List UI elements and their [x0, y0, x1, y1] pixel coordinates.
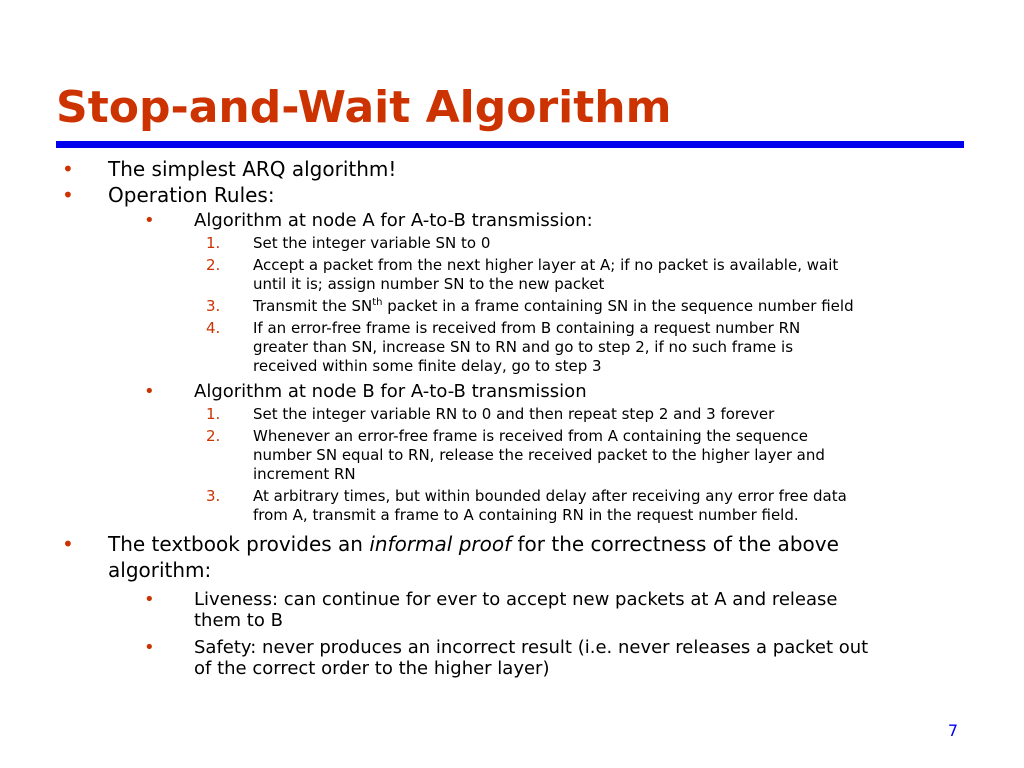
- step-text-line: At arbitrary times, but within bounded delay after receiving any error free data: [253, 487, 847, 505]
- bullet-marker: •: [62, 532, 74, 556]
- subbullet-text: Algorithm at node A for A-to-B transmission:: [194, 210, 593, 231]
- step-number: 3.: [206, 487, 221, 505]
- slide-title: Stop-and-Wait Algorithm: [56, 82, 672, 133]
- step-number: 3.: [206, 297, 221, 315]
- bullet-text: The simplest ARQ algorithm!: [108, 157, 397, 181]
- subbullet-node-b: [0, 381, 1024, 402]
- bullet-simplest-arq: [0, 156, 1024, 182]
- bullet-textbook-proof: [0, 531, 1024, 583]
- node-a-step-1: [0, 234, 1024, 253]
- bullet-text-line: algorithm:: [108, 558, 212, 582]
- step-number: 1.: [206, 234, 221, 252]
- step-number: 2.: [206, 256, 221, 274]
- step-text: Set the integer variable SN to 0: [253, 234, 491, 252]
- bullet-marker: •: [144, 210, 155, 231]
- bullet-marker: •: [144, 637, 155, 658]
- bullet-operation-rules: [0, 182, 1024, 208]
- subbullet-text-line: of the correct order to the higher layer): [194, 658, 550, 679]
- step-text: Transmit the SN: [253, 297, 373, 315]
- step-text-line: greater than SN, increase SN to RN and go to step 2, if no such frame is: [253, 338, 794, 356]
- superscript-th: th: [372, 297, 383, 308]
- subbullet-safety: [0, 637, 1024, 679]
- node-a-step-3: [0, 297, 1024, 316]
- step-text-line: increment RN: [253, 465, 356, 483]
- bullet-text: for the correctness of the above: [511, 532, 839, 556]
- step-text-line: If an error-free frame is received from B containing a request number RN: [253, 319, 801, 337]
- step-text: packet in a frame containing SN in the sequence number field: [382, 297, 854, 315]
- subbullet-text-line: Liveness: can continue for ever to accept new packets at A and release: [194, 589, 838, 610]
- step-text-line: number SN equal to RN, release the received packet to the higher layer and: [253, 446, 825, 464]
- subbullet-liveness: [0, 589, 1024, 631]
- bullet-marker: •: [144, 381, 155, 402]
- step-text: Set the integer variable RN to 0 and then repeat step 2 and 3 forever: [253, 405, 775, 423]
- emphasis-informal-proof: informal proof: [369, 532, 512, 556]
- bullet-text: Operation Rules:: [108, 183, 275, 207]
- page-number: 7: [947, 721, 958, 740]
- subbullet-text-line: Safety: never produces an incorrect result (i.e. never releases a packet out: [194, 637, 869, 658]
- node-a-step-2: [0, 256, 1024, 294]
- step-text-line: until it is; assign number SN to the new packet: [253, 275, 605, 293]
- subbullet-node-a: [0, 210, 1024, 231]
- slide-body: [0, 152, 1024, 679]
- step-text-line: Accept a packet from the next higher layer at A; if no packet is available, wait: [253, 256, 839, 274]
- node-b-step-3: [0, 487, 1024, 525]
- step-text-line: received within some finite delay, go to step 3: [253, 357, 602, 375]
- step-number: 4.: [206, 319, 221, 337]
- step-number: 1.: [206, 405, 221, 423]
- node-b-step-2: [0, 427, 1024, 484]
- node-b-step-1: [0, 405, 1024, 424]
- subbullet-text-line: them to B: [194, 610, 283, 631]
- bullet-marker: •: [144, 589, 155, 610]
- bullet-text: The textbook provides an: [108, 532, 370, 556]
- bullet-marker: •: [62, 157, 74, 181]
- title-underline-rule: [56, 141, 964, 148]
- bullet-marker: •: [62, 183, 74, 207]
- step-text-line: from A, transmit a frame to A containing RN in the request number field.: [253, 506, 799, 524]
- step-number: 2.: [206, 427, 221, 445]
- step-text-line: Whenever an error-free frame is received from A containing the sequence: [253, 427, 809, 445]
- subbullet-text: Algorithm at node B for A-to-B transmission: [194, 381, 587, 402]
- node-a-step-4: [0, 319, 1024, 376]
